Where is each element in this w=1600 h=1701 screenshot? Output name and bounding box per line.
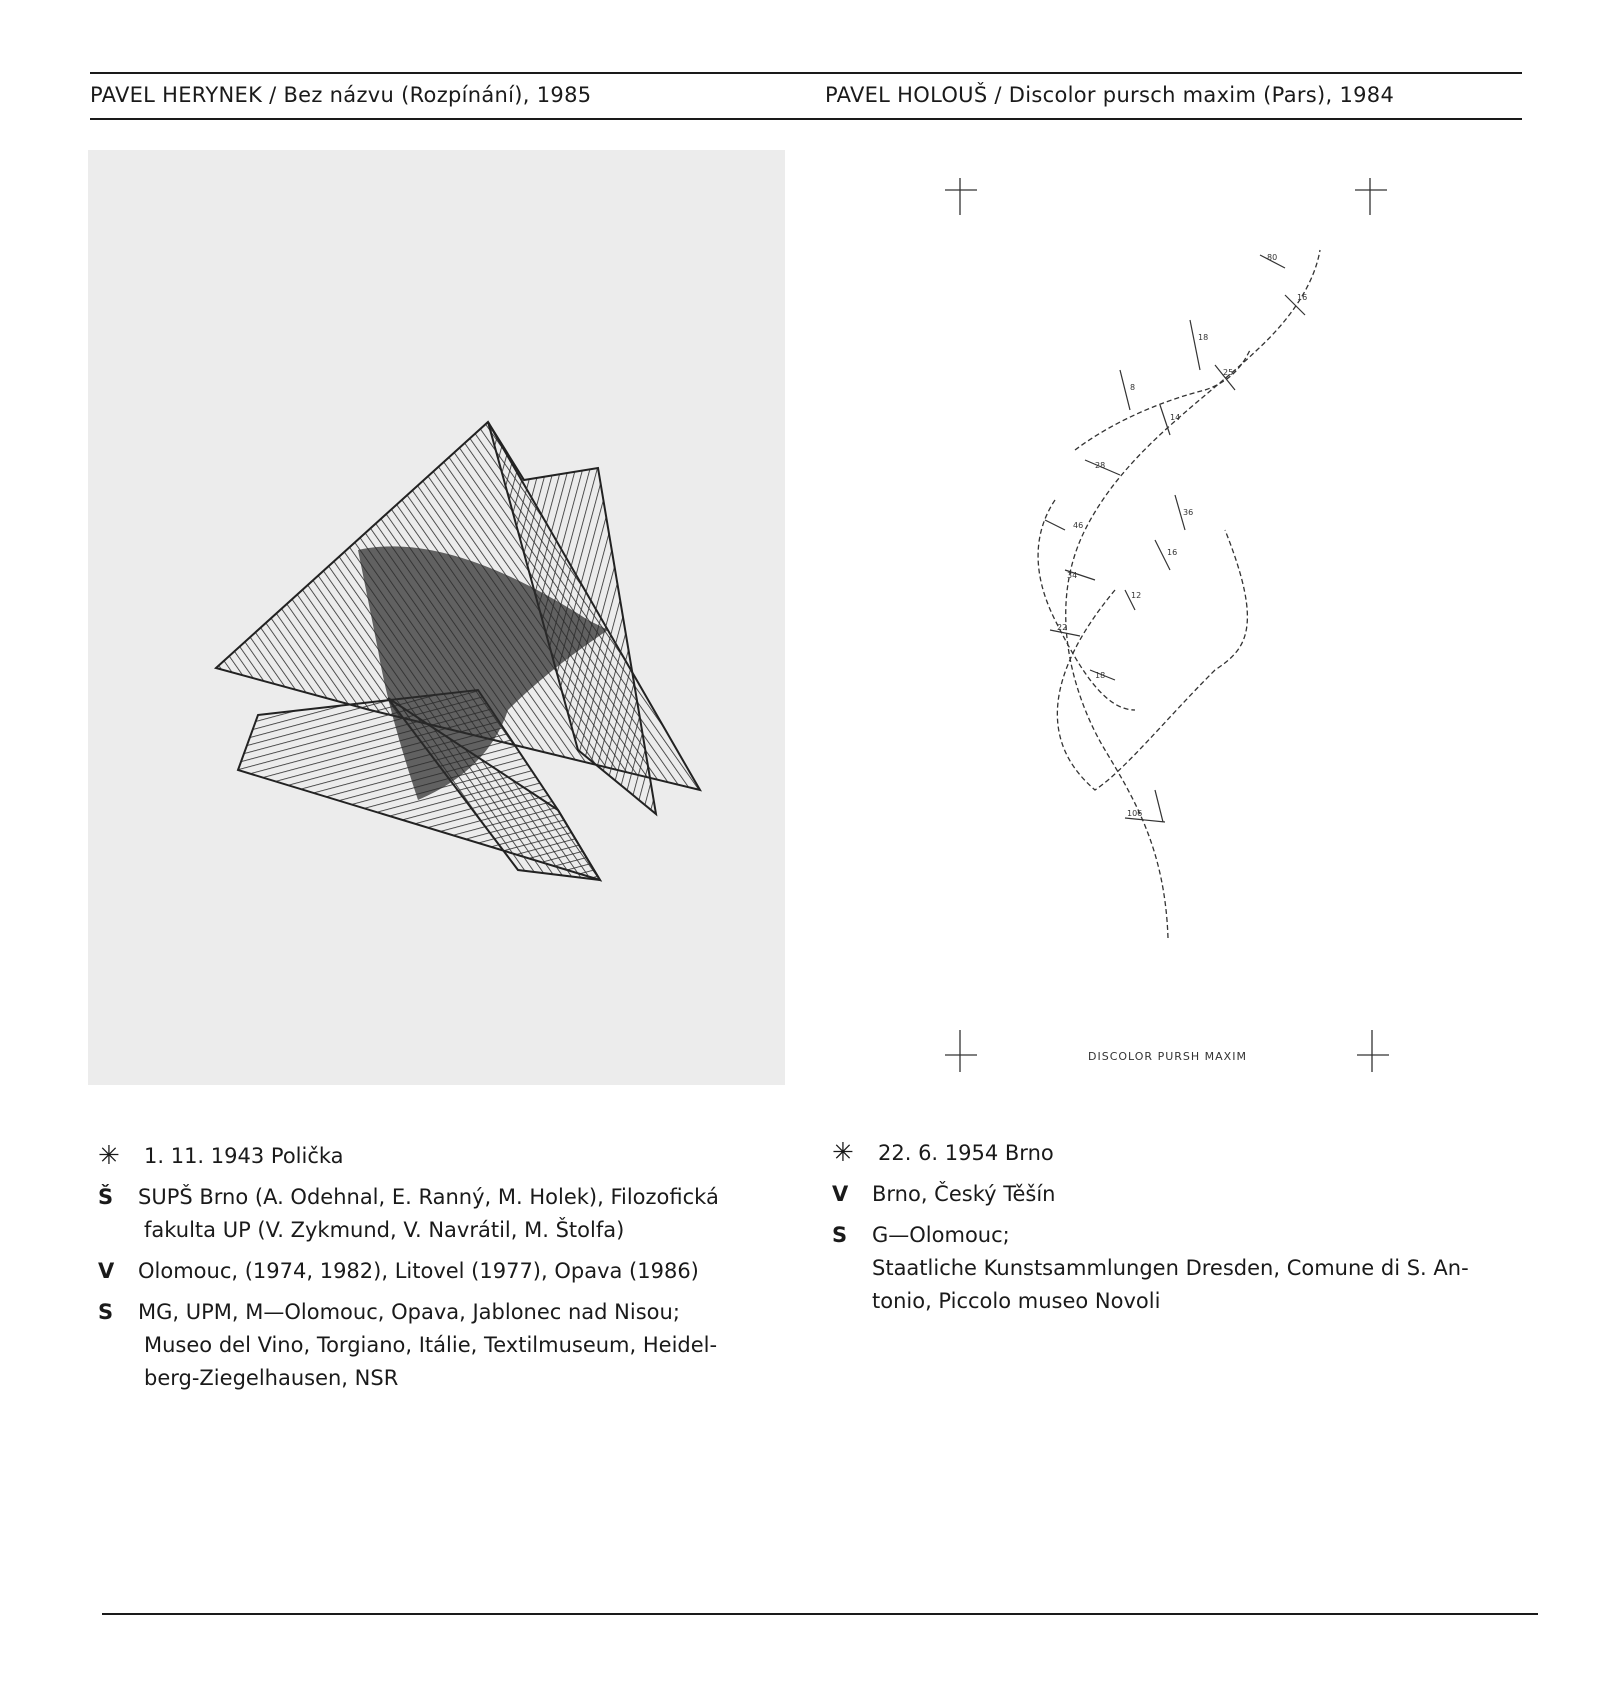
collections-line: tonio, Piccolo museo Novoli [872,1289,1161,1313]
exhibitions-row [98,1255,798,1288]
measure-label: 36 [1183,508,1194,517]
measure-label: 16 [1167,548,1178,557]
measure-label: 18 [1095,671,1106,680]
left-artwork-photo [88,150,785,1085]
registration-mark-bottom-right [1357,1030,1389,1072]
birth-text: 22. 6. 1954 Brno [878,1141,1054,1165]
school-line: fakulta UP (V. Zykmund, V. Navrátil, M. Štolfa) [144,1218,625,1242]
school-row [98,1181,798,1247]
collections-line: MG, UPM, M—Olomouc, Opava, Jablonec nad Nisou; [138,1300,680,1324]
birth-text: 1. 11. 1943 Polička [144,1144,344,1168]
measure-label: 14 [1170,413,1181,422]
birth-symbol: ✳ [832,1138,854,1168]
header-rule-bottom [90,118,1522,120]
exhibitions-text: Brno, Český Těšín [872,1182,1056,1206]
school-symbol: Š [98,1185,114,1209]
registration-mark-top-right [1355,178,1387,215]
collections-row [832,1219,1532,1318]
collections-line: Museo del Vino, Torgiano, Itálie, Textilmuseum, Heidel- [144,1333,718,1357]
header-rule-top [90,72,1522,74]
measure-label: 28 [1095,461,1106,470]
school-line: SUPŠ Brno (A. Odehnal, E. Ranný, M. Holek), Filozofická [138,1185,719,1209]
left-biography [98,1140,798,1403]
measure-label: 16 [1297,293,1308,302]
measure-label: 106 [1127,809,1143,818]
measure-label: 8 [1130,383,1136,392]
collections-line: Staatliche Kunstsammlungen Dresden, Comune di S. An- [872,1256,1469,1280]
exhibitions-row [832,1178,1532,1211]
measure-label: 34 [1067,571,1078,580]
birth-row [98,1140,798,1173]
secondary-curve-2 [1075,350,1250,450]
measure-label: 25 [1223,368,1234,377]
collections-line: berg-Ziegelhausen, NSR [144,1366,399,1390]
exhibitions-text: Olomouc, (1974, 1982), Litovel (1977), Opava (1986) [138,1259,699,1283]
measure-label: 80 [1267,253,1278,262]
footer-rule [102,1613,1538,1615]
measure-label: 46 [1073,521,1084,530]
measure-label: 22 [1057,623,1068,632]
exhibitions-symbol: V [98,1259,115,1283]
right-biography [832,1137,1532,1326]
secondary-curve-1 [1057,530,1247,790]
exhibitions-symbol: V [832,1182,849,1206]
discolor-line-figure [805,150,1425,1085]
folded-hatched-shape-figure [88,150,785,1085]
registration-mark-top-left [945,178,977,215]
collections-symbol: S [832,1223,848,1247]
registration-mark-bottom-left [945,1030,977,1072]
birth-row [832,1137,1532,1170]
measure-label: 12 [1131,591,1142,600]
left-caption: PAVEL HERYNEK / Bez názvu (Rozpínání), 1985 [90,83,592,107]
drawing-label: DISCOLOR PURSH MAXIM [1088,1050,1247,1063]
birth-symbol: ✳ [98,1141,120,1171]
secondary-curve-3 [1038,500,1135,710]
measure-label: 18 [1198,333,1209,342]
main-curve [1066,250,1320,938]
collections-row [98,1296,798,1395]
right-artwork-drawing [805,150,1425,1085]
collections-symbol: S [98,1300,114,1324]
right-caption: PAVEL HOLOUŠ / Discolor pursch maxim (Pars), 1984 [825,83,1395,107]
collections-line: G—Olomouc; [872,1223,1010,1247]
